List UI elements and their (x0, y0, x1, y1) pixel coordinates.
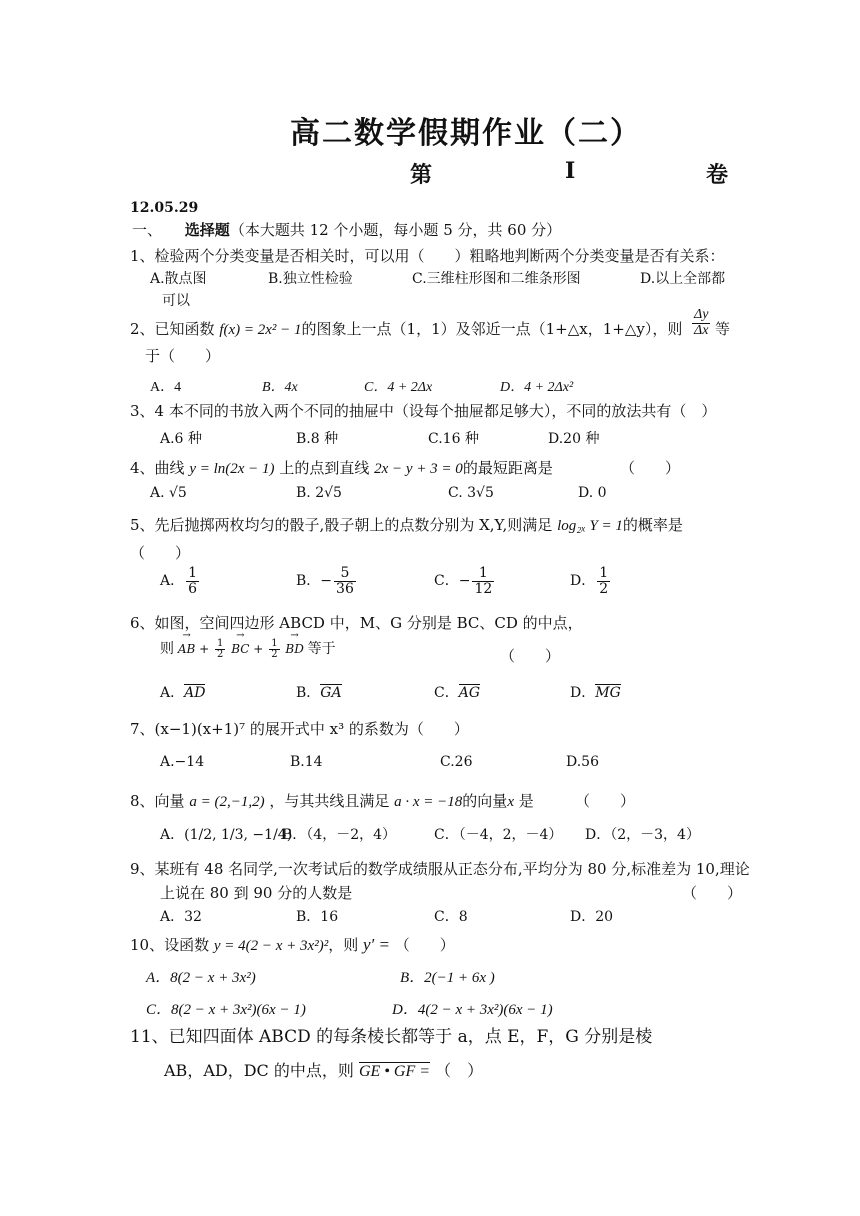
question-10-option-b: B．2(−1 + 6x ) (400, 970, 495, 986)
question-7-option-c: C.26 (440, 754, 473, 770)
question-8-stem (130, 790, 534, 811)
question-4-paren: （ ） (620, 459, 681, 477)
question-10-option-a: A．8(2 − x + 3x²) (146, 970, 256, 986)
question-8-condition: a · x = −18 (394, 794, 463, 810)
question-2-function: f(x) = 2x² − 1 (219, 322, 302, 338)
date-label: 12.05.29 (130, 200, 199, 216)
question-5-text: 5、先后抛掷两枚均匀的骰子,骰子朝上的点数分别为 X,Y,则满足 (130, 516, 553, 534)
question-11-expression: GE • GF = (358, 1063, 431, 1080)
question-5-option-a-label: A． (160, 573, 185, 590)
question-4-curve: y = ln(2x − 1) (189, 461, 275, 477)
question-2-mid: 的图象上一点（1，1）及邻近一点（1+△x，1+△y），则 (301, 320, 683, 338)
question-9-paren: （ ） (682, 884, 743, 902)
question-4-prefix: 4、曲线 (130, 459, 185, 477)
question-5-log: log₂ₓ Y = 1 (557, 518, 623, 534)
question-5-option-c: C．− $\frac{1}{12}$ (434, 565, 493, 597)
volume-label-mid: I (565, 158, 576, 184)
question-10-derivative: y′ = (363, 935, 390, 954)
question-8-option-c: C．（－4，2，－4） (434, 827, 563, 843)
question-9-option-a: A．32 (160, 909, 202, 925)
question-6-option-b-vector: GA (320, 685, 342, 701)
question-10-post: ，则 (328, 936, 359, 954)
question-5-option-d (570, 566, 612, 596)
section-number: 一、 (132, 221, 163, 239)
question-6-option-b (296, 682, 342, 702)
question-9-option-c: C．8 (434, 909, 468, 925)
question-6-stem: 6、如图，空间四边形 ABCD 中，M、G 分别是 BC、CD 的中点， (130, 614, 583, 632)
question-1-option-d: D.以上全部都 (640, 271, 726, 287)
question-5-paren: （ ） (130, 544, 191, 562)
question-1-stem: 1、检验两个分类变量是否相关时，可以用（ ）粗略地判断两个分类变量是否有关系： (130, 247, 725, 265)
question-8-mid: ，与其共线且满足 (269, 792, 390, 810)
question-4-mid: 上的点到直线 (279, 459, 370, 477)
question-2-post: 等 (715, 320, 731, 338)
question-1-option-d-cont: 可以 (162, 293, 190, 309)
question-6-option-d-label: D． (570, 685, 596, 701)
question-3-option-a: A.6 种 (160, 431, 202, 447)
question-8-option-a: A．(1/2, 1/3, −1/4) (160, 827, 293, 843)
question-2-option-a: A．4 (150, 380, 182, 395)
question-6-option-c-vector: AG (458, 685, 481, 701)
question-2-option-c: C．4 + 2Δx (364, 380, 433, 395)
question-2-option-d: D．4 + 2Δx² (500, 380, 574, 395)
section-heading (132, 219, 561, 240)
question-11-stem: 11、已知四面体 ABCD 的每条棱长都等于 a，点 E，F，G 分别是棱 (130, 1027, 653, 1047)
question-7-stem: 7、(x−1)(x+1)⁷ 的展开式中 x³ 的系数为（ ） (130, 720, 469, 738)
question-9-option-d: D．20 (570, 909, 614, 925)
question-5-option-d-label: D． (570, 573, 596, 590)
question-5-option-b: B．− $\frac{5}{36}$ (296, 565, 354, 597)
question-4-line: 2x − y + 3 = 0 (374, 461, 463, 477)
question-6-plus-2: + (253, 642, 264, 656)
question-6-paren: （ ） (500, 647, 561, 665)
page-title: 高二数学假期作业（二） (290, 116, 642, 151)
question-4-stem (130, 457, 553, 478)
question-6-option-c-label: C． (434, 685, 459, 701)
question-8-prefix: 8、向量 (130, 792, 185, 810)
question-2-prefix: 2、已知函数 (130, 320, 215, 338)
question-8-option-b: B．（4，－2，4） (282, 827, 397, 843)
question-6-option-a (160, 682, 205, 702)
question-2-fraction (690, 308, 712, 338)
question-11-paren: （ ） (435, 1061, 484, 1080)
question-8-paren: （ ） (575, 792, 636, 810)
question-8-x: x (507, 794, 514, 810)
question-3-stem: 3、4 本不同的书放入两个不同的抽屉中（设每个抽屉都足够大），不同的放法共有（ ） (130, 402, 717, 420)
question-9-line2: 上说在 80 到 90 分的人数是 (160, 884, 353, 902)
question-3-option-b: B.8 种 (296, 431, 339, 447)
question-6-option-a-vector: AD (184, 685, 206, 701)
question-5-option-c-den: 12 (474, 580, 493, 597)
question-5-option-d-den: 2 (599, 580, 609, 597)
question-7-option-a: A.−14 (160, 754, 205, 770)
question-3-option-d: D.20 种 (548, 431, 600, 447)
question-5-stem (130, 514, 683, 535)
question-6-option-a-label: A． (160, 685, 185, 701)
question-6-vector-bc: BC → (231, 642, 249, 656)
question-1-option-b: B.独立性检验 (268, 271, 353, 287)
question-9-stem: 9、某班有 48 名同学,一次考试后的数学成绩服从正态分布,平均分为 80 分,标准差为 10,理论 (130, 860, 750, 878)
section-name: 选择题 (184, 221, 230, 239)
question-6-option-b-label: B． (296, 685, 321, 701)
question-6-then: 则 (160, 641, 174, 657)
question-5-option-d-num: 1 (599, 565, 609, 581)
question-6-option-c (434, 682, 480, 702)
question-6-half-num-2: 1 (271, 637, 278, 649)
volume-label-left: 第 (410, 162, 433, 188)
question-5-option-b-den: 36 (336, 580, 354, 597)
question-10-prefix: 10、设函数 (130, 936, 210, 954)
question-5-post: 的概率是 (622, 516, 683, 534)
question-6-vector-bd: BD → (285, 642, 303, 656)
question-1-option-a: A.散点图 (150, 271, 207, 287)
question-6-plus-1: + (199, 642, 210, 656)
question-1-option-c: C.三维柱形图和二维条形图 (412, 271, 581, 287)
question-3-option-c: C.16 种 (428, 431, 479, 447)
question-5-option-a-den: 6 (188, 580, 198, 597)
question-10-paren: （ ） (394, 936, 455, 954)
question-4-option-d: D. 0 (578, 485, 607, 501)
question-10-stem (130, 934, 455, 955)
question-5-option-c-label: C． (434, 573, 459, 590)
question-11-line2-text: AB，AD，DC 的中点，则 (164, 1061, 354, 1080)
question-6-half-den-2: 2 (271, 649, 278, 660)
question-8-vector: a = (2,−1,2) (189, 794, 265, 810)
question-9-option-b: B．16 (296, 909, 339, 925)
question-6-expression (160, 638, 336, 661)
question-2-fraction-numerator: Δy (694, 307, 709, 322)
question-8-option-d: D．（2，－3，4） (585, 827, 700, 843)
question-4-option-c: C. 3√5 (448, 485, 494, 501)
question-7-option-d: D.56 (566, 754, 599, 770)
question-2-line2: 于（ ） (145, 347, 221, 365)
question-4-option-a: A. √5 (150, 485, 187, 501)
question-2-fraction-denominator: Δx (694, 322, 709, 338)
question-6-option-d (570, 682, 621, 702)
question-10-option-c: C．8(2 − x + 3x²)(6x − 1) (146, 1002, 306, 1018)
question-6-vector-ab: AB → (178, 642, 195, 656)
question-2-stem (130, 318, 682, 339)
question-5-option-b-num: 5 (334, 566, 356, 582)
question-8-is: 是 (518, 792, 534, 810)
question-7-option-b: B.14 (290, 754, 323, 770)
question-6-post: 等于 (307, 641, 336, 657)
volume-label-right: 卷 (706, 162, 729, 188)
question-5-option-c-num: 1 (472, 566, 494, 582)
question-5-option-b-label: B． (296, 573, 321, 590)
question-4-post: 的最短距离是 (462, 459, 553, 477)
question-4-option-b: B. 2√5 (296, 485, 342, 501)
question-6-half-den-1: 2 (217, 649, 224, 660)
question-6-half-num-1: 1 (217, 637, 224, 649)
section-description: （本大题共 12 个小题，每小题 5 分，共 60 分） (229, 221, 562, 239)
question-5-option-a (160, 566, 201, 596)
question-2-option-b: B．4x (262, 380, 298, 395)
question-11-line2 (164, 1058, 483, 1081)
question-10-function: y = 4(2 − x + 3x²)² (213, 938, 329, 954)
question-5-option-a-num: 1 (188, 565, 198, 581)
question-8-post: 的向量 (462, 792, 508, 810)
question-10-option-d: D．4(2 − x + 3x²)(6x − 1) (392, 1002, 553, 1018)
question-6-option-d-vector: MG (595, 685, 621, 701)
